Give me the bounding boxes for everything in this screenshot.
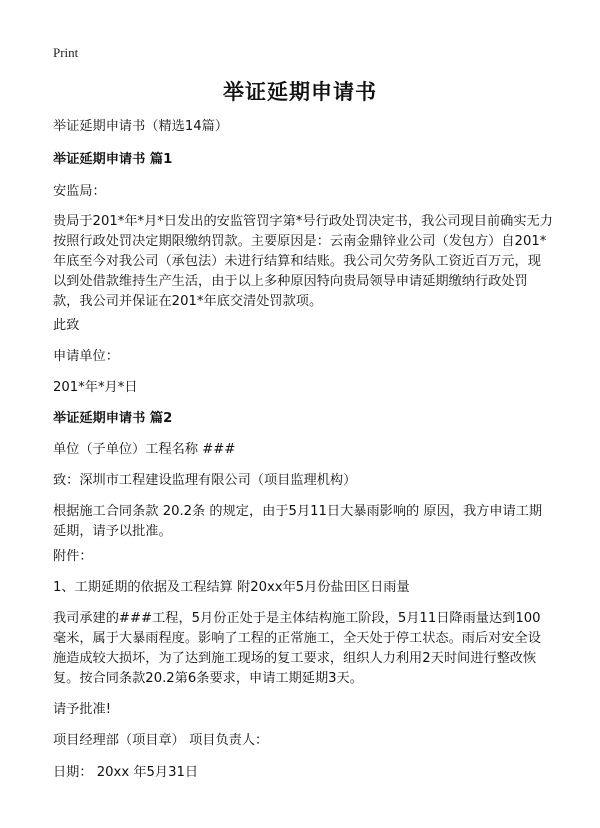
section-2-heading: 举证延期申请书 篇2 xyxy=(53,411,173,426)
section-2-attachment-label: 附件： xyxy=(53,549,93,564)
section-2-approval: 请予批准! xyxy=(53,702,112,717)
section-1-date: 201*年*月*日 xyxy=(53,380,138,395)
page-title: 举证延期申请书 xyxy=(223,80,377,104)
section-1-body: 贵局于201*年*月*日发出的安监管罚字第*号行政处罚决定书，我公司现目前确实无力按照行政处罚决定期限缴纳罚款。主要原因是：云南金鼎锌业公司（发包方）自201*年底至今对我公司（承包法）未进行结算和结账。我公司欠劳务队工资近百万元，现以到处借款维持生产生活，由于以上多种原因特向贵局领导申请延期缴纳行政处罚款，我公司并保证在201*年底交清处罚款项。 xyxy=(53,214,553,309)
section-1-heading: 举证延期申请书 篇1 xyxy=(53,152,173,167)
section-2-to-line: 致：深圳市工程建设监理有限公司（项目监理机构） xyxy=(53,473,357,488)
section-2-date: 日期： 20xx 年5月31日 xyxy=(53,765,199,780)
section-2-unit-line: 单位（子单位）工程名称 ### xyxy=(53,442,236,457)
section-2-attachment-item: 1、工期延期的依据及工程结算 附20xx年5月份盐田区日雨量 xyxy=(53,580,410,595)
section-1-salutation: 安监局： xyxy=(53,184,106,199)
print-label: Print xyxy=(53,45,79,60)
document-subtitle: 举证延期申请书（精选14篇） xyxy=(53,119,229,134)
section-2-body: 我司承建的###工程，5月份正处于是主体结构施工阶段，5月11日降雨量达到100毫米，属于大暴雨程度。影响了工程的正常施工，全天处于停工状态。雨后对安全设施造成较大损坏，为了达到施工现场的复工要求，组织人力利用2天时间进行整改恢复。按合同条款20.2第6条要求，申请工期延期3天。 xyxy=(53,611,541,686)
section-1-closing: 此致 xyxy=(53,318,80,333)
section-2-signature: 项目经理部（项目章） 项目负责人： xyxy=(53,733,269,748)
section-2-request: 根据施工合同条款 20.2条 的规定，由于5月11日大暴雨影响的 原因，我方申请工期延期，请予以批准。 xyxy=(53,504,543,539)
section-1-applicant: 申请单位： xyxy=(53,349,119,364)
